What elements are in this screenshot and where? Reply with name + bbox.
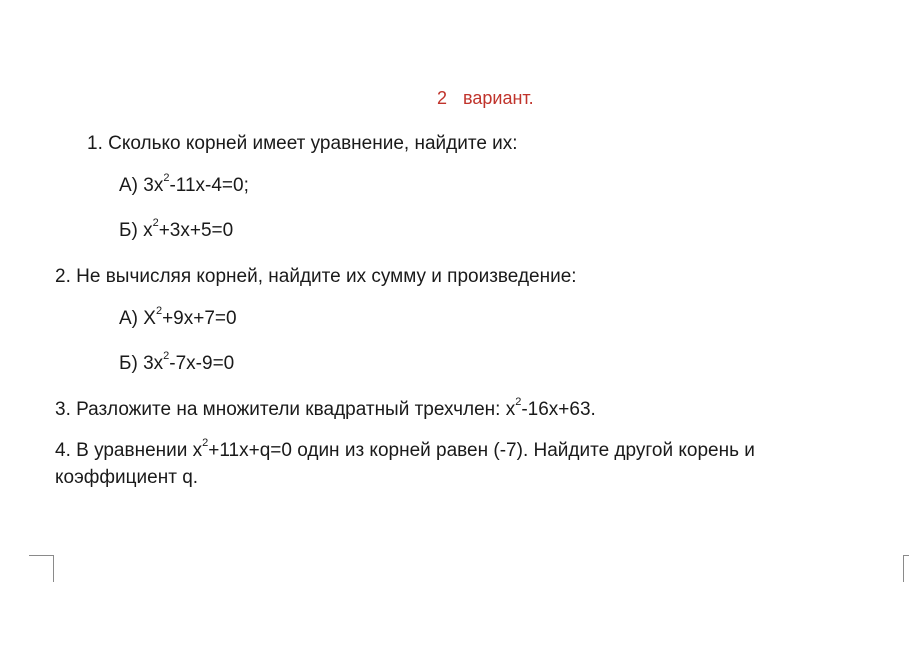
variant-header <box>437 86 534 110</box>
exponent: 2 <box>152 216 159 229</box>
task4-prefix: 4. В уравнении х <box>55 440 203 461</box>
equation-rest: +9х+7=0 <box>162 308 237 329</box>
equation-prefix: Б) 3х <box>119 353 164 374</box>
equation-prefix: А) 3х <box>119 175 164 196</box>
task1-equation-a <box>119 171 249 198</box>
task3-rest: -16х+63. <box>521 399 596 420</box>
equation-rest: -7х-9=0 <box>169 353 235 374</box>
task3-prefix: 3. Разложите на множители квадратный трехчлен: х <box>55 399 516 420</box>
variant-number: 2 <box>437 88 448 108</box>
exponent: 2 <box>515 395 522 408</box>
task2-equation-a <box>119 304 237 331</box>
page-corner-mark-right <box>903 555 909 582</box>
exponent: 2 <box>202 436 209 449</box>
equation-rest: +3х+5=0 <box>158 220 234 241</box>
task3-text <box>55 395 596 422</box>
task1-equation-b <box>119 216 234 243</box>
task2-equation-b <box>119 349 235 376</box>
exponent: 2 <box>155 304 163 317</box>
exponent: 2 <box>163 171 170 184</box>
variant-word: вариант. <box>463 88 534 108</box>
task1-title: 1. Сколько корней имеет уравнение, найдите их: <box>87 133 518 154</box>
page-corner-mark-left <box>29 555 54 582</box>
task4-text <box>55 436 755 463</box>
task2-title: 2. Не вычисляя корней, найдите их сумму и произведение: <box>55 266 577 287</box>
task4-rest: +11х+q=0 один из корней равен (-7). Найдите другой корень и <box>208 440 755 461</box>
task4-line2: коэффициент q. <box>55 467 199 488</box>
exponent: 2 <box>163 349 170 362</box>
equation-prefix: Б) х <box>119 220 153 241</box>
equation-prefix: А) Х <box>119 308 156 329</box>
equation-rest: -11х-4=0; <box>169 175 249 196</box>
